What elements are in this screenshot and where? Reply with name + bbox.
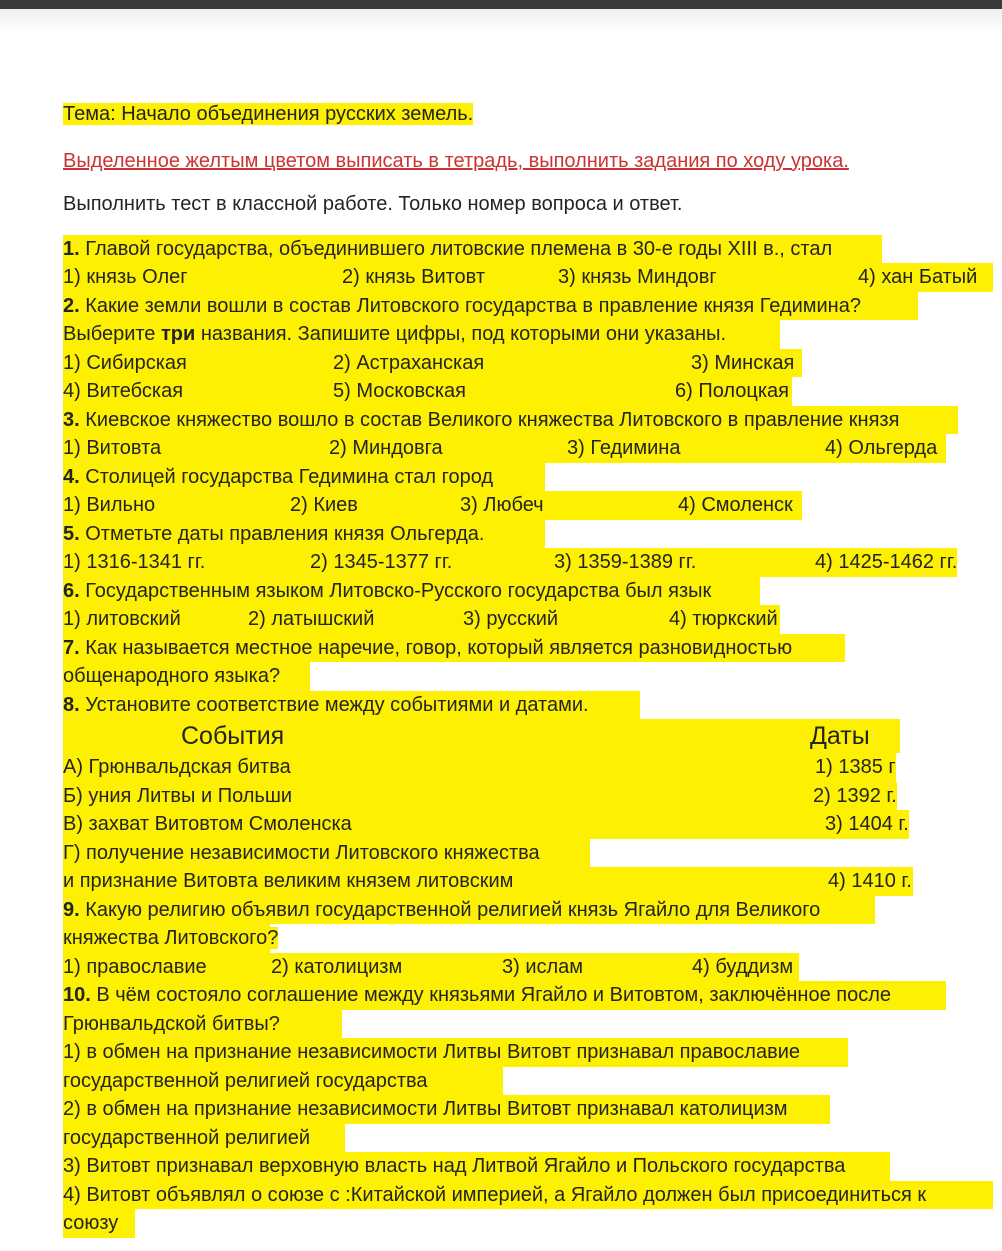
column-header-events: События (181, 719, 284, 753)
question-number: 1. (63, 237, 80, 260)
option: 4) Смоленск (678, 491, 793, 520)
option: 4) 1425-1462 гг. (815, 548, 957, 577)
option: 3) ислам (502, 953, 583, 982)
question-text: княжества Литовского? (63, 927, 279, 949)
answer-text: 2) в обмен на признание независимости Литвы Витовт признавал католицизм (63, 1098, 788, 1120)
question-10-answer4-line1 (63, 1181, 1002, 1210)
option: 3) князь Миндовг (558, 263, 717, 292)
question-text: Грюнвальдской битвы? (63, 1012, 280, 1035)
instruction-underlined-line (63, 147, 1002, 176)
question-5-stem (63, 520, 1002, 549)
question-1-options (63, 263, 1002, 292)
question-10-answer1-line1 (63, 1038, 1002, 1067)
question-text: Киевское княжество вошло в состав Великого княжества Литовского в правление князя (79, 408, 900, 431)
question-text: Какую религию объявил государственной религией князь Ягайло для Великого (79, 898, 821, 921)
question-number: 10. (63, 984, 91, 1006)
answer-text: 3) Витовт признавал верховную власть над Литвой Ягайло и Польского государства (63, 1155, 846, 1177)
question-6-options (63, 605, 1002, 634)
option: 3) 1359-1389 гг. (554, 548, 696, 577)
question-1-stem (63, 235, 1002, 264)
question-number: 3. (63, 408, 80, 431)
option: 3) Гедимина (567, 434, 680, 463)
option: 1) Витовта (63, 434, 161, 463)
question-text: Государственным языком Литовско-Русского государства был язык (79, 579, 712, 602)
option: 4) тюркский (669, 605, 778, 634)
event-text: Г) получение независимости Литовского княжества (63, 841, 540, 864)
option: 2) князь Витовт (342, 263, 485, 292)
question-7-line1 (63, 634, 1002, 663)
question-2-options-row2 (63, 377, 1002, 406)
question-text: Установите соответствие между событиями и датами. (79, 693, 589, 716)
option: 4) буддизм (692, 953, 793, 982)
question-4-options (63, 491, 1002, 520)
option: 1) литовский (63, 605, 181, 634)
match-row-b (63, 782, 1002, 811)
browser-top-bar (0, 0, 1002, 9)
match-table-header (63, 719, 1002, 753)
question-8-stem (63, 691, 1002, 720)
date-text: 2) 1392 г. (813, 782, 897, 811)
instruction-plain: Выполнить тест в классной работе. Только номер вопроса и ответ. (63, 193, 683, 215)
bold-word: три (160, 323, 196, 345)
answer-text: государственной религией (63, 1126, 311, 1149)
date-text: 3) 1404 г. (825, 810, 909, 839)
option: 1) православие (63, 953, 207, 982)
question-10-answer2-line1 (63, 1095, 1002, 1124)
option: 1) 1316-1341 гг. (63, 548, 205, 577)
date-text: 4) 1410 г. (828, 867, 912, 896)
question-3-stem (63, 406, 1002, 435)
question-text: Столицей государства Гедимина стал город (79, 465, 494, 488)
topic-title: Тема: Начало объединения русских земель. (63, 103, 474, 125)
question-4-stem (63, 463, 1002, 492)
document-page (0, 33, 1002, 1238)
option: 2) Астраханская (333, 349, 484, 378)
question-number: 7. (63, 636, 80, 659)
option: 6) Полоцкая (675, 377, 789, 406)
question-number: 5. (63, 522, 80, 545)
question-text: Отметьте даты правления князя Ольгерда. (79, 522, 485, 545)
question-3-options (63, 434, 1002, 463)
option: 4) хан Батый (858, 263, 977, 292)
question-text: Главой государства, объединившего литовские племена в 30-е годы XIII в., стал (79, 237, 833, 260)
question-2-line2 (63, 320, 1002, 349)
option: 5) Московская (333, 377, 466, 406)
page-top-shadow (0, 9, 1002, 33)
question-10-answer4-line2 (63, 1209, 1002, 1238)
option: 3) русский (463, 605, 558, 634)
question-number: 8. (63, 693, 80, 716)
match-row-g-line1 (63, 839, 1002, 868)
question-9-line1 (63, 896, 1002, 925)
event-text: Б) уния Литвы и Польши (63, 784, 293, 807)
option: 4) Ольгерда (825, 434, 937, 463)
answer-text: 1) в обмен на признание независимости Литвы Витовт признавал православие (63, 1041, 800, 1063)
option: 2) католицизм (271, 953, 402, 982)
question-text: В чём состояло соглашение между князьями Ягайло и Витовтом, заключённое после (90, 984, 892, 1006)
question-text: Выберите (63, 323, 161, 345)
option: 1) Сибирская (63, 349, 187, 378)
question-10-line2 (63, 1010, 1002, 1039)
match-row-a (63, 753, 1002, 782)
option: 3) Любеч (460, 491, 544, 520)
option: 4) Витебская (63, 377, 183, 406)
match-row-g-line2 (63, 867, 1002, 896)
option: 1) князь Олег (63, 263, 188, 292)
match-row-v (63, 810, 1002, 839)
instruction-plain-line (63, 190, 1002, 219)
event-text: А) Грюнвальдская битва (63, 756, 291, 778)
question-2-options-row1 (63, 349, 1002, 378)
question-10-answer1-line2 (63, 1067, 1002, 1096)
answer-text: государственной религией государства (63, 1069, 428, 1092)
question-9-options (63, 953, 1002, 982)
answer-text: союзу (63, 1212, 119, 1234)
question-6-stem (63, 577, 1002, 606)
option: 2) Миндовга (329, 434, 443, 463)
date-text: 1) 1385 г (815, 753, 896, 782)
question-9-line2 (63, 924, 1002, 953)
option: 1) Вильно (63, 491, 155, 520)
question-text: Какие земли вошли в состав Литовского государства в правление князя Гедимина? (79, 294, 861, 317)
option: 3) Минская (691, 349, 794, 378)
question-number: 2. (63, 294, 80, 317)
question-2-stem (63, 292, 1002, 321)
question-5-options (63, 548, 1002, 577)
question-text: общенародного языка? (63, 665, 281, 687)
question-10-answer2-line2 (63, 1124, 1002, 1153)
instruction-underlined: Выделенное желтым цветом выписать в тетрадь, выполнить задания по ходу урока. (63, 149, 849, 172)
column-header-dates: Даты (810, 719, 870, 753)
question-10-line1 (63, 981, 1002, 1010)
topic-title-line (63, 100, 1002, 129)
event-text: и признание Витовта великим князем литовским (63, 870, 514, 892)
option: 2) 1345-1377 гг. (310, 548, 452, 577)
question-7-line2 (63, 662, 1002, 691)
question-text: Как называется местное наречие, говор, который является разновидностью (79, 636, 793, 659)
answer-text: 4) Витовт объявлял о союзе с :Китайской империей, а Ягайло должен был присоединиться к (63, 1183, 927, 1206)
option: 2) латышский (248, 605, 374, 634)
question-10-answer3 (63, 1152, 1002, 1181)
question-text: названия. Запишите цифры, под которыми они указаны. (195, 323, 727, 345)
option: 2) Киев (290, 491, 358, 520)
question-number: 9. (63, 898, 80, 921)
question-number: 6. (63, 579, 80, 602)
event-text: В) захват Витовтом Смоленска (63, 813, 352, 835)
question-number: 4. (63, 465, 80, 488)
